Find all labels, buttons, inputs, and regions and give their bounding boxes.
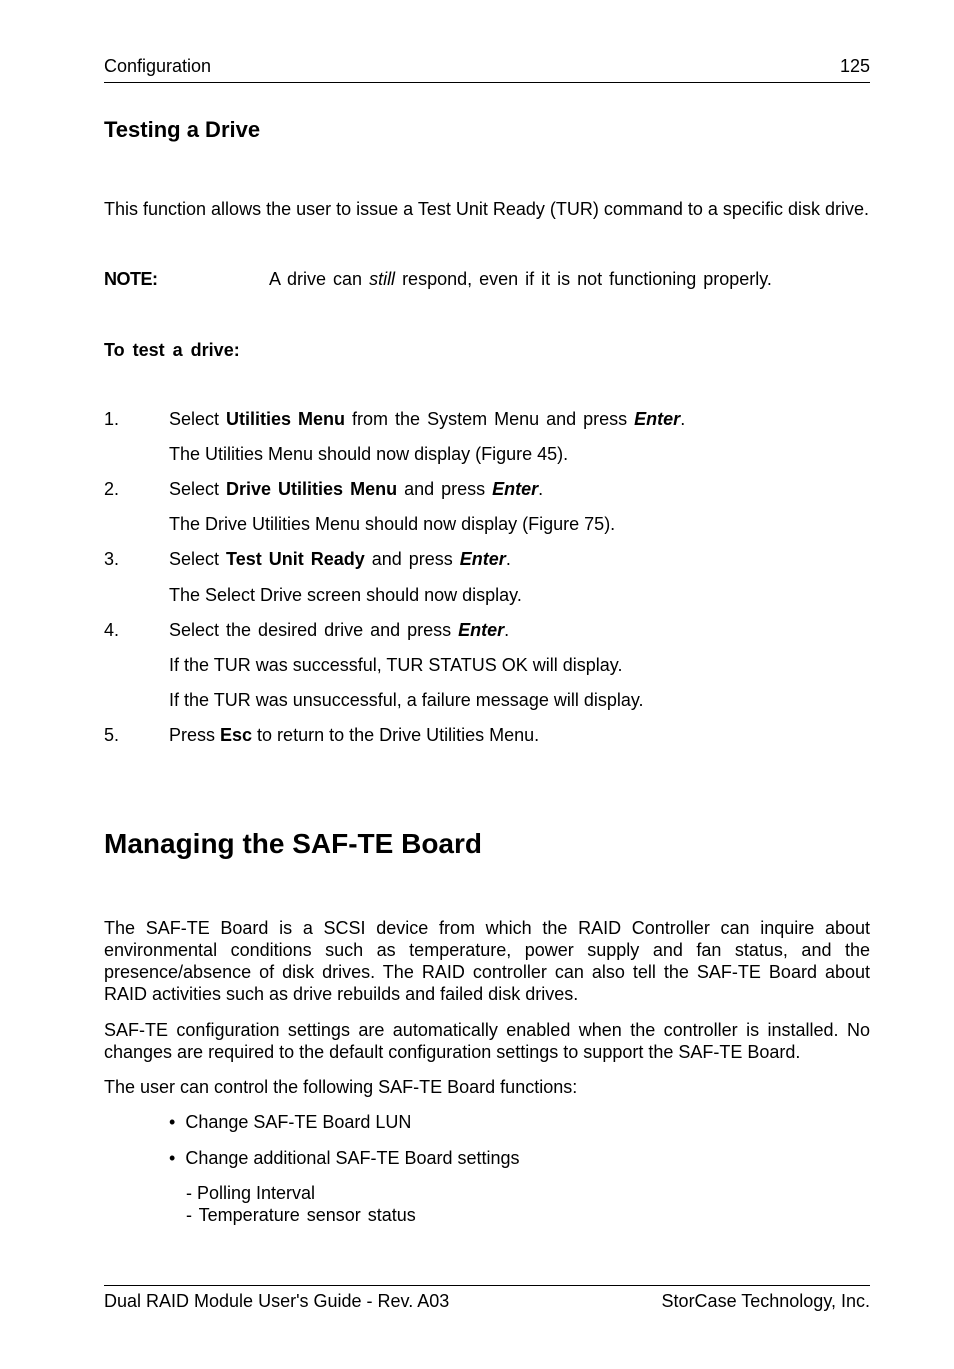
bullet-item: • Change additional SAF-TE Board settings bbox=[169, 1148, 520, 1168]
page-number: 125 bbox=[839, 56, 870, 76]
section-title-saf-te: Managing the SAF-TE Board bbox=[104, 828, 482, 859]
running-header-section: Configuration bbox=[104, 56, 212, 76]
sub-item: - Temperature sensor status bbox=[186, 1205, 416, 1225]
step-instruction: Press Esc to return to the Drive Utilities Menu. bbox=[169, 725, 540, 745]
step-number: 1. bbox=[104, 409, 120, 429]
footer-left: Dual RAID Module User's Guide - Rev. A03 bbox=[104, 1291, 450, 1311]
note-text: A drive can still respond, even if it is not functioning properly. bbox=[269, 269, 772, 289]
step-number: 2. bbox=[104, 479, 120, 499]
step-instruction: Select the desired drive and press Enter. bbox=[169, 620, 510, 640]
step-number: 5. bbox=[104, 725, 120, 745]
step-number: 4. bbox=[104, 620, 120, 640]
step-instruction: Select Test Unit Ready and press Enter. bbox=[169, 549, 511, 569]
footer-rule bbox=[104, 1285, 870, 1286]
footer-right: StorCase Technology, Inc. bbox=[661, 1291, 870, 1311]
step-result: If the TUR was unsuccessful, a failure message will display. bbox=[169, 690, 644, 710]
saf-te-paragraph-3: The user can control the following SAF-TE Board functions: bbox=[104, 1077, 578, 1097]
bullet-icon: • bbox=[169, 1148, 176, 1168]
testing-intro: This function allows the user to issue a Test Unit Ready (TUR) command to a specific disk drive. bbox=[104, 199, 869, 219]
header-rule bbox=[104, 82, 870, 83]
sub-item: - Polling Interval bbox=[186, 1183, 316, 1203]
bullet-icon: • bbox=[169, 1112, 176, 1132]
step-result: The Utilities Menu should now display (Figure 45). bbox=[169, 444, 569, 464]
step-number: 3. bbox=[104, 549, 120, 569]
note-label: NOTE: bbox=[104, 269, 158, 289]
procedure-title: To test a drive: bbox=[104, 340, 240, 360]
section-title-testing: Testing a Drive bbox=[104, 117, 261, 142]
step-result: The Drive Utilities Menu should now display (Figure 75). bbox=[169, 514, 616, 534]
saf-te-paragraph-1: The SAF-TE Board is a SCSI device from which the RAID Controller can inquire about environmental conditions such as temperature, power supply and fan status, and the presence/absence of disk drives. The RAID controller can also tell the SAF-TE Board about RAID activities such as drive rebuilds and failed disk drives. bbox=[104, 918, 870, 1004]
bullet-item: • Change SAF-TE Board LUN bbox=[169, 1112, 412, 1132]
step-result: If the TUR was successful, TUR STATUS OK will display. bbox=[169, 655, 623, 675]
saf-te-paragraph-2: SAF-TE configuration settings are automatically enabled when the controller is installed. No changes are required to the default configuration settings to support the SAF-TE Board. bbox=[104, 1020, 870, 1062]
step-instruction: Select Utilities Menu from the System Menu and press Enter. bbox=[169, 409, 686, 429]
step-instruction: Select Drive Utilities Menu and press Enter. bbox=[169, 479, 544, 499]
step-result: The Select Drive screen should now display. bbox=[169, 585, 522, 605]
